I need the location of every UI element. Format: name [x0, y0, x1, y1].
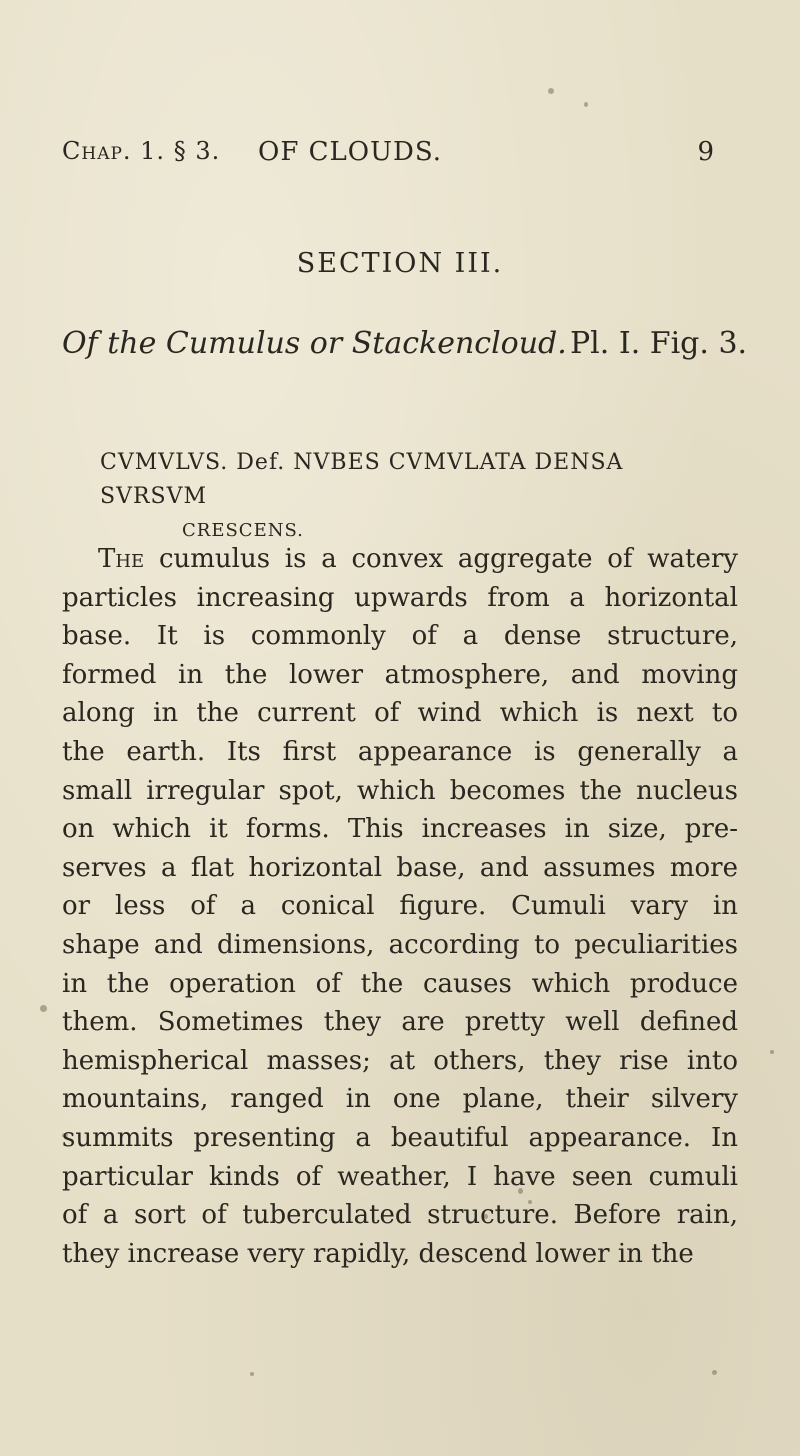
- section-heading: SECTION III.: [296, 248, 504, 279]
- paragraph-line: in the operation of the causes which produce: [62, 968, 738, 999]
- paragraph-line: them. Sometimes they are pretty well defined: [62, 1007, 738, 1038]
- paragraph-line: particular kinds of weather, I have seen cumuli: [62, 1161, 738, 1192]
- body-paragraph: [62, 540, 738, 1273]
- paper-speck: [250, 1372, 254, 1376]
- paragraph-line: shape and dimensions, according to peculiarities: [62, 929, 738, 960]
- drop-word: The: [98, 544, 145, 574]
- paragraph-line: hemispherical masses; at others, they rise into: [62, 1045, 738, 1076]
- paragraph-line: they increase very rapidly, descend lower in the: [62, 1238, 694, 1269]
- definition-line-1: CVMVLVS. Def. NVBES CVMVLATA DENSA SVRSVM: [100, 450, 624, 509]
- paragraph-line: on which it forms. This increases in size, pre-: [62, 814, 738, 845]
- paragraph-line: summits presenting a beautiful appearance. In: [62, 1122, 738, 1153]
- plate-reference: Pl. I. Fig. 3.: [570, 326, 748, 361]
- paragraph-line: formed in the lower atmosphere, and moving: [62, 659, 738, 690]
- definition-line-2: CRESCENS.: [182, 520, 304, 541]
- paragraph-line: mountains, ranged in one plane, their silvery: [62, 1084, 738, 1115]
- paragraph-line: base. It is commonly of a dense structure,: [62, 621, 738, 652]
- paragraph-line: the earth. Its first appearance is generally a: [62, 736, 738, 767]
- latin-definition: [100, 446, 720, 548]
- subtitle-text: Of the Cumulus or Stackencloud.: [62, 326, 567, 361]
- paragraph-line: of a sort of tuberculated structure. Before rain,: [62, 1200, 738, 1231]
- paragraph-line: The cumulus is a convex aggregate of watery: [98, 544, 738, 574]
- running-head: [62, 137, 714, 177]
- paragraph-line: small irregular spot, which becomes the nucleus: [62, 775, 738, 806]
- paragraph-line: serves a flat horizontal base, and assumes more: [62, 852, 738, 883]
- paragraph-line: or less of a conical figure. Cumuli vary in: [62, 891, 738, 922]
- running-title: OF CLOUDS.: [258, 137, 443, 167]
- page-number: 9: [697, 137, 714, 167]
- paper-speck: [548, 88, 554, 94]
- paper-speck: [40, 1005, 47, 1012]
- paper-speck: [712, 1370, 717, 1375]
- paragraph-line: along in the current of wind which is next to: [62, 698, 738, 729]
- paragraph-line: particles increasing upwards from a horizontal: [62, 582, 738, 613]
- chapter-reference: Chap. 1. § 3.: [62, 137, 221, 165]
- section-subtitle: [62, 326, 748, 361]
- paper-speck: [584, 102, 588, 107]
- paper-speck: [770, 1050, 774, 1054]
